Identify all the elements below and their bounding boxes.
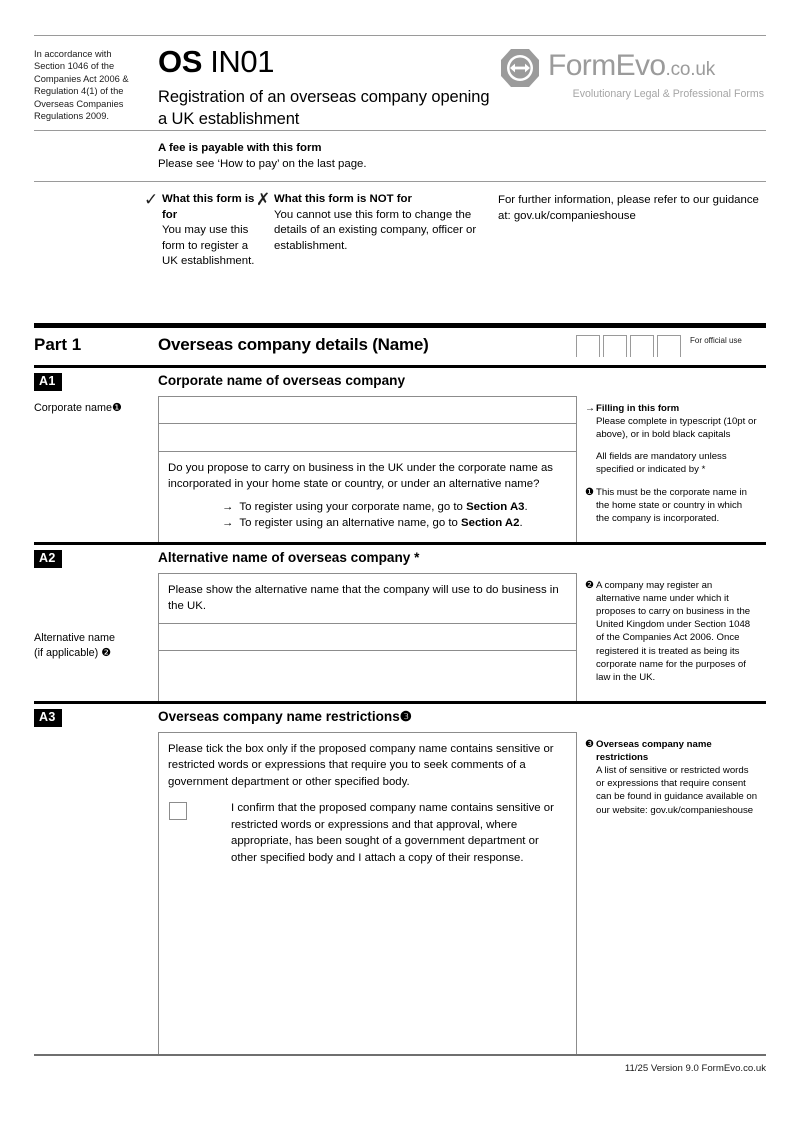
footnote-marker-1-icon: ❶: [585, 486, 594, 498]
logo-tagline: Evolutionary Legal & Professional Forms: [572, 88, 764, 100]
form-code-number: IN01: [202, 44, 275, 79]
corporate-name-label-text: Corporate name: [34, 401, 113, 414]
section-a3-instruction: Please tick the box only if the proposed company name contains sensitive or restricted words or expressions that require you to seek comments of a government department or other specified body.: [159, 732, 576, 795]
form-header: [34, 36, 766, 130]
fee-notice: [34, 131, 766, 181]
section-a3-fields: [158, 732, 576, 1054]
guidance-footnote-3-text: A list of sensitive or restricted words or expressions that require consent can be found in guidance available on our website: gov.uk/companieshouse: [596, 764, 758, 816]
alternative-name-input-line-1[interactable]: [159, 623, 576, 651]
section-a3-title-text: Overseas company name restrictions: [158, 708, 400, 724]
further-information: [484, 192, 766, 270]
alternative-name-label-line-1: Alternative name: [34, 631, 116, 644]
footnote-marker-3-icon: ❸: [585, 738, 594, 750]
what-for-heading: What this form is for: [162, 193, 255, 221]
logo-wordmark-suffix: .co.uk: [665, 59, 715, 80]
further-information-text: For further information, please refer to our guidance at: gov.uk/companieshouse: [498, 194, 759, 222]
guidance-footnote-3: [585, 738, 758, 817]
page-footer: 11/25 Version 9.0 FormEvo.co.uk: [624, 1062, 766, 1074]
section-a2-header: [34, 545, 766, 573]
part-number: Part 1: [34, 334, 82, 354]
section-a1-tag: A1: [34, 372, 158, 391]
section-a2-body: [34, 573, 766, 701]
form-title-block: [140, 42, 498, 130]
what-not-for-heading: What this form is NOT for: [274, 193, 412, 205]
form-code-prefix: OS: [158, 44, 202, 79]
official-use-area: [576, 334, 766, 357]
guidance-footnote-1-text: This must be the corporate name in the home state or country in which the company is incorporated.: [596, 486, 747, 524]
section-a1-header: [34, 368, 766, 396]
section-a1-question: Do you propose to carry on business in the UK under the corporate name as incorporated in your home state or country, or under an alternative name?: [168, 461, 553, 490]
header-spacer: [34, 282, 766, 323]
logo-wordmark: [542, 50, 715, 86]
corporate-name-input-line-1[interactable]: [159, 396, 576, 424]
section-a2-fields: [158, 573, 576, 701]
route-2-post: .: [519, 517, 523, 529]
footnote-marker-3-icon: ❸: [399, 708, 412, 724]
tick-icon: ✓: [144, 190, 159, 209]
alternative-name-label-line-2: (if applicable): [34, 646, 99, 659]
section-a3-label-col: [34, 732, 158, 1054]
official-use-box[interactable]: [576, 335, 600, 357]
section-a2-filler: [159, 679, 576, 701]
guidance-filling-in-form: [585, 402, 758, 477]
section-a1-guidance: [576, 396, 766, 542]
accordance-note: In accordance with Section 1046 of the Companies Act 2006 & Regulation 4(1) of the Overseas Companies Regulations 2009.: [34, 49, 129, 122]
footnote-marker-2-icon: ❷: [585, 579, 594, 591]
form-purpose-block: [34, 182, 766, 282]
what-not-for-text: You cannot use this form to change the details of an existing company, officer or establishment.: [274, 208, 477, 252]
footnote-marker-1-icon: ❶: [112, 401, 122, 414]
route-1-pre: To register using your corporate name, go to: [239, 500, 467, 513]
sensitive-words-checkbox-label: I confirm that the proposed company name contains sensitive or restricted words or expressions and that approval, where appropriate, has been sought of a government department or other specified body and I attach a copy of their response.: [231, 802, 554, 864]
guidance-filling-text: Please complete in typescript (10pt or above), or in bold black capitals: [596, 415, 757, 440]
section-a1-instruction: [159, 452, 576, 542]
arrow-right-icon: →: [585, 402, 595, 414]
guidance-filling-heading: Filling in this form: [596, 402, 680, 414]
section-a2-tag: A2: [34, 549, 158, 568]
corporate-name-label: [34, 396, 158, 542]
what-form-is-for: [34, 192, 256, 270]
page-title: Registration of an overseas company opening a UK establishment: [158, 88, 490, 128]
section-a1-route-1: [168, 499, 566, 516]
section-a3-body: [34, 732, 766, 1054]
section-a1-title: Corporate name of overseas company: [158, 372, 406, 388]
guidance-footnote-3-heading: Overseas company name restrictions: [596, 738, 712, 763]
route-2-target: Section A2: [461, 517, 520, 529]
what-for-text: You may use this form to register a UK establishment.: [162, 224, 255, 267]
route-1-target: Section A3: [466, 500, 525, 513]
official-use-box[interactable]: [630, 335, 654, 357]
arrow-right-icon: →: [222, 500, 234, 513]
footnote-marker-2-icon: ❷: [101, 646, 111, 659]
route-2-pre: To register using an alternative name, go to: [239, 517, 462, 529]
what-form-is-not-for: [256, 192, 484, 270]
section-a3-tag: A3: [34, 708, 158, 727]
form-code: [158, 44, 498, 80]
guidance-footnote-2: [585, 579, 758, 685]
logo-row: [498, 46, 766, 90]
corporate-name-input-line-2[interactable]: [159, 424, 576, 452]
guidance-footnote-2-text: A company may register an alternative name under which it proposes to carry on business in the United Kingdom under Section 1048 of the Companies Act 2006. Once registered it is treated as being its corporate name for the purposes of law in the UK.: [596, 579, 751, 683]
part-bar: [34, 328, 766, 365]
section-a1-body: [34, 396, 766, 542]
section-a2-instruction: Please show the alternative name that the company will use to do business in the UK.: [159, 573, 576, 623]
official-use-box[interactable]: [657, 335, 681, 357]
section-a3-header: [34, 704, 766, 732]
logo-wordmark-main: FormEvo: [548, 49, 666, 82]
alternative-name-input-line-2[interactable]: [159, 651, 576, 679]
section-a2-title: Alternative name of overseas company *: [158, 549, 420, 565]
official-use-label: For official use: [690, 335, 742, 345]
guidance-footnote-1: [585, 486, 758, 526]
sensitive-words-checkbox[interactable]: [169, 802, 187, 820]
form-page: [34, 0, 766, 1130]
guidance-mandatory-text: All fields are mandatory unless specified or indicated by *: [596, 451, 727, 476]
fee-text: Please see ‘How to pay’ on the last page.: [158, 158, 367, 170]
part-title: Overseas company details (Name): [158, 334, 429, 354]
alternative-name-label: [34, 573, 158, 701]
section-a3-guidance: [576, 732, 766, 1054]
arrow-right-icon: →: [222, 517, 234, 529]
fee-heading: A fee is payable with this form: [158, 142, 322, 154]
section-a3-confirmation-row: [159, 794, 576, 870]
cross-icon: ✗: [256, 190, 271, 209]
section-a2-guidance: [576, 573, 766, 701]
section-a3-title: [158, 708, 766, 726]
section-a1-fields: [158, 396, 576, 542]
official-use-box[interactable]: [603, 335, 627, 357]
section-a1-route-2: [168, 515, 566, 532]
formevo-logo: [498, 42, 766, 100]
formevo-hexagon-arrows-icon: [498, 46, 542, 90]
route-1-post: .: [524, 500, 528, 513]
